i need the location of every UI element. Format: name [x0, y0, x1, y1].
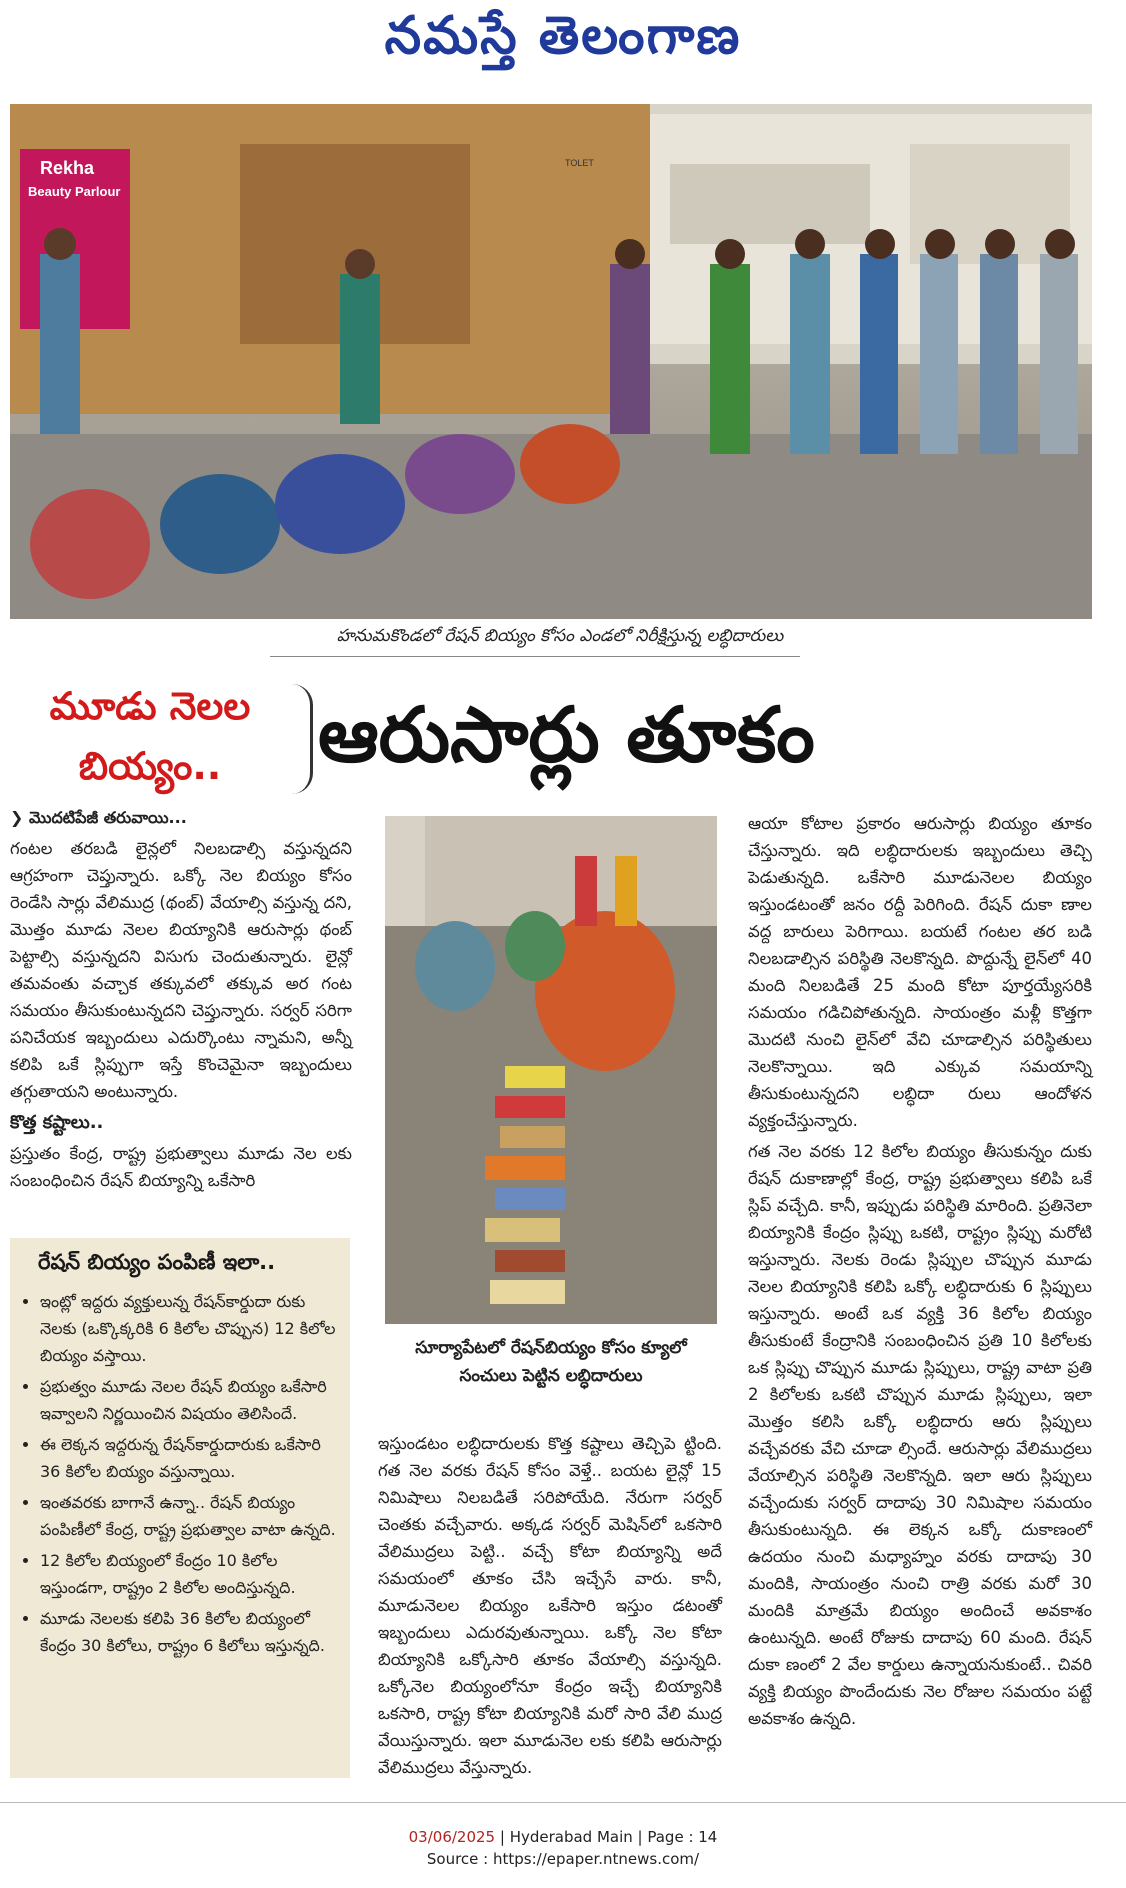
main-photo-illustration: [10, 104, 1092, 619]
sign-beauty-parlour: Beauty Parlour: [28, 184, 121, 199]
subheading: కొత్త కష్టాలు..: [10, 1112, 104, 1133]
footer-edition-line: [0, 1826, 1126, 1848]
kicker-line-2: బియ్యం..: [78, 744, 222, 788]
footer: [0, 1826, 1126, 1870]
sign-tolet: TOLET: [565, 158, 594, 168]
list-item: • ఇంట్లో ఇద్దరు వ్యక్తులున్న రేషన్‌కార్డుదా రుకు నెలకు (ఒక్కొక్కరికి 6 కిలోల చొప్పున) 12 కిలోల బియ్యం వస్తాయి.: [40, 1288, 340, 1369]
chevron-right-icon: ❯: [10, 808, 29, 827]
continuation-label: [10, 804, 352, 831]
paragraph: ప్రస్తుతం కేంద్ర, రాష్ట్ర ప్రభుత్వాలు మూడు నెల లకు సంబంధించిన రేషన్ బియ్యాన్ని ఒకేసారి: [10, 1144, 352, 1190]
list-item: • ప్రభుత్వం మూడు నెలల రేషన్ బియ్యం ఒకేసారి ఇవ్వాలని నిర్ణయించిన విషయం తెలిసిందే.: [40, 1373, 340, 1427]
paragraph: గత నెల వరకు 12 కిలోల బియ్యం తీసుకున్నం దుకు రేషన్ దుకాణాల్లో కేంద్ర, రాష్ట్ర ప్రభుత్వాలు కలిపి ఒకే స్లిప్ వచ్చేది. కానీ, ఇప్పుడు పరిస్థితి మారింది. ప్రతినెలా బియ్యానికి కేంద్రం స్లిప్పు ఒకటి, రాష్ట్రం స్లిప్పు మరోటి ఇస్తున్నారు. నెలకు రెండు స్లిప్పుల చొప్పున మూడు నెలల బియ్యానికి కలిపి ఒక్కో లబ్ధిదారుకు 6 స్లిప్పులు ఇస్తున్నారు. అంటే ఒక వ్యక్తి 36 కిలోల బియ్యం తీసుకుంటే కేంద్రానికి సంబంధించిన ప్రతి 10 కిలోలకు ఒక స్లిప్పు చొప్పున మూడు స్లిప్పులు, రాష్ట్ర వాటా ప్రతి 2 కిలోలకు ఒకటి చొప్పున మూడు స్లిప్పులు, ఇలా మొత్తం కలిసి ఒక్కో లబ్ధిదారు ఆరు స్లిప్పులు వచ్చేవరకు వేచి చూడా ల్సిందే. ఆరుసార్లు వేలిముద్రలు వేయాల్సిన పరిస్థితి నెలకొన్నది. ఇలా ఆరు స్లిప్పులు వచ్చేందుకు సర్వర్ దాదాపు 30 నిమిషాల సమయం తీసుకుంటున్నది. ఈ లెక్కన ఒక్కో దుకాణంలో ఉదయం నుంచి మధ్యాహ్నం వరకు దాదాపు 30 మందికి, సాయంత్రం నుంచి రాత్రి వరకు మరో 30 మందికి మాత్రమే బియ్యం అందించే అవకాశం ఉంటున్నది. అంటే రోజుకు దాదాపు 60 మంది. రేషన్ దుకా ణంలో 2 వేల కార్డులు ఉన్నాయనుకుంటే.. చివరి వ్యక్తి బియ్యం పొందేందుకు నెల రోజుల సమయం పట్టే అవకాశం ఉన్నది.: [748, 1142, 1092, 1728]
paragraph: ఇస్తుండటం లబ్ధిదారులకు కొత్త కష్టాలు తెచ్చిపె ట్టింది. గత నెల వరకు రేషన్ కోసం వెళ్తే.. బయట లైన్లో 15 నిమిషాలు నిలబడితే సరిపోయేది. నేరుగా సర్వర్ చెంతకు వచ్చేవారు. అక్కడ సర్వర్ మెషిన్‌లో ఒకసారి వేలిముద్రలు పెట్టి.. వచ్చే కోటా బియ్యాన్ని అదే సమయంలో తూకం చేసి ఇచ్చేసే వారు. కానీ, మూడునెలల బియ్యం ఒకేసారి ఇస్తుం డటంతో ఇబ్బందులు ఎదురవుతున్నాయి. ఒక్కో నెల కోటా బియ్యానికి ఒక్కోసారి తూకం వేయాల్సి వస్తున్నది. ఒక్కోనెల బియ్యంలోనూ కేంద్రం ఇచ్చే బియ్యానికి ఒకసారి, రాష్ట్ర కోటా బియ్యానికి మరో సారి వేలి ముద్ర వేయిస్తున్నారు. ఇలా మూడునెల లకు కలిపి ఆరుసార్లు వేలిముద్రలు వేస్తున్నారు.: [378, 1434, 722, 1777]
info-box-title: రేషన్ బియ్యం పంపిణీ ఇలా..: [38, 1250, 276, 1274]
list-item: • ఇంతవరకు బాగానే ఉన్నా.. రేషన్ బియ్యం పంపిణీలో కేంద్ర, రాష్ట్ర ప్రభుత్వాల వాటా ఉన్నది.: [40, 1489, 340, 1543]
sign-rekha: Rekha: [40, 158, 95, 178]
list-item: • మూడు నెలలకు కలిపి 36 కిలోల బియ్యంలో కేంద్రం 30 కిలోలు, రాష్ట్రం 6 కిలోలు ఇస్తున్నది.: [40, 1605, 340, 1659]
footer-source-link[interactable]: Source : https://epaper.ntnews.com/: [426, 1850, 700, 1868]
article-column-3: [748, 810, 1092, 1736]
mid-photo-caption: సూర్యాపేటలో రేషన్‌బియ్యం కోసం క్యూలో సంచులు పెట్టిన లబ్ధిదారులు: [415, 1338, 687, 1386]
caption-divider: [270, 656, 800, 657]
kicker: [10, 676, 290, 796]
paragraph: ఆయా కోటాల ప్రకారం ఆరుసార్లు బియ్యం తూకం చేస్తున్నారు. ఇది లబ్ధిదారులకు ఇబ్బందులు తెచ్చి పెడుతున్నది. ఒకేసారి మూడునెలల బియ్యం ఇస్తుండటంతో జనం రద్దీ పెరిగింది. రేషన్ దుకా ణాల వద్ద బారులు పెరిగాయి. బయటే గంటల తర బడి నిలబడాల్సిన పరిస్థితి నెలకొన్నది. పొద్దున్నే లైన్‌లో 40 మంది నిలబడితే 25 మంది కోటా పూర్తయ్యేసరికి సమయం గడిచిపోతున్నది. సాయంత్రం మళ్లీ కొత్తగా మొదటి నుంచి లైన్‌లో వేచి చూడాల్సిన పరిస్థితులు నెలకొన్నాయి. ఇది ఎక్కువ సమయాన్ని తీసుకుంటున్నదని లబ్ధిదా రులు ఆందోళన వ్యక్తంచేస్తున్నారు.: [748, 814, 1092, 1130]
footer-edition: | Hyderabad Main | Page : 14: [495, 1828, 718, 1846]
main-photo-caption: హనుమకొండలో రేషన్ బియ్యం కోసం ఎండలో నిరీక్షిస్తున్న లబ్ధిదారులు: [336, 626, 784, 646]
mid-photo-illustration: [385, 816, 717, 1324]
headline: ఆరుసార్లు తూకం: [318, 690, 815, 779]
list-item: • 12 కిలోల బియ్యంలో కేంద్రం 10 కిలోల ఇస్తుండగా, రాష్ట్రం 2 కిలోల అందిస్తున్నది.: [40, 1547, 340, 1601]
masthead: [0, 0, 1126, 90]
main-photo: [10, 104, 1092, 619]
continuation-text: మొదటిపేజీ తరువాయి...: [28, 808, 187, 827]
footer-divider: [0, 1802, 1126, 1803]
article-column-2: [378, 1430, 722, 1785]
list-item: • ఈ లెక్కన ఇద్దరున్న రేషన్‌కార్డుదారుకు ఒకేసారి 36 కిలోల బియ్యం వస్తున్నాయి.: [40, 1431, 340, 1485]
newspaper-logo: నమస్తే తెలంగాణ: [384, 6, 742, 66]
paragraph: గంటల తరబడి లైన్లలో నిలబడాల్సి వస్తున్నదని ఆగ్రహంగా చెప్తున్నారు. ఒక్కో నెల బియ్యం కోసం రెండేసి సార్లు వేలిముద్ర (థంబ్) వేయాల్సి వస్తున్న దని, మొత్తం మూడు నెలల బియ్యానికి ఆరుసార్లు థంబ్ పెట్టాల్సి వస్తున్నదని విసుగు చెందుతున్నారు. లైన్లో తమవంతు వచ్చాక తక్కువలో తక్కువ అర గంట సమయం తీసుకుంటున్నదని చెప్తున్నారు. సర్వర్ సరిగా పనిచేయక ఇబ్బందులు ఎదుర్కొంటు న్నామని, అన్నీ కలిపి ఒకే స్లిప్పుగా ఇస్తే కొంచెమైనా ఇబ్బందులు తగ్గుతాయని అంటున్నారు.: [10, 839, 352, 1101]
footer-date: 03/06/2025: [408, 1828, 496, 1846]
article-column-1: [10, 804, 352, 1198]
info-box-list: [20, 1288, 340, 1659]
kicker-line-1: మూడు నెలల: [49, 684, 251, 728]
mid-photo: [385, 816, 717, 1324]
info-box: [10, 1238, 350, 1778]
brace-divider: [292, 684, 313, 794]
